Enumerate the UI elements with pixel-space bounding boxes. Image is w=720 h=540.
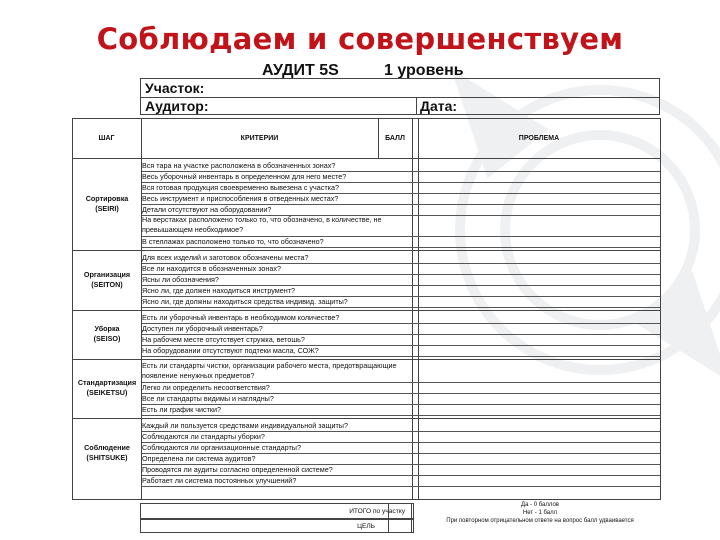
criterion-text: На оборудовании отсутствуют подтеки масла, СОЖ? (142, 345, 412, 357)
problem-cell[interactable] (418, 345, 660, 346)
goal-row (140, 519, 412, 533)
criterion-text: Ясно ли, где должны находиться средства индивид. защиты? (142, 296, 412, 308)
criterion-text: Легко ли определить несоответствия? (142, 382, 412, 394)
problem-cell[interactable] (418, 404, 660, 405)
group-name: Организация (SEITON) (83, 269, 131, 289)
criterion-text: Для всех изделий и заготовок обозначены места? (142, 252, 412, 264)
criterion-text: Ясно ли, где должен находиться инструмент? (142, 285, 412, 297)
problem-cell[interactable] (418, 236, 660, 237)
criterion-text: Вся тара на участке расположена в обозначенных зонах? (142, 160, 412, 172)
problem-cell[interactable] (418, 307, 660, 308)
criterion-text: На рабочем месте отсутствует стружка, ветошь? (142, 334, 412, 346)
problem-cell[interactable] (418, 323, 660, 324)
criterion-text: Определена ли система аудитов? (142, 453, 412, 465)
header-fields-box (140, 78, 660, 115)
problem-cell[interactable] (418, 475, 660, 476)
problem-cell[interactable] (418, 442, 660, 443)
problem-cell[interactable] (418, 334, 660, 335)
group-separator (73, 310, 660, 311)
problem-cell[interactable] (418, 453, 660, 454)
criterion-text: Есть ли уборочный инвентарь в необходимом количестве? (142, 312, 412, 324)
header-divider (416, 97, 417, 115)
problem-cell[interactable] (418, 486, 660, 487)
problem-cell[interactable] (418, 274, 660, 275)
problem-cell[interactable] (418, 431, 660, 432)
auditor-label: Аудитор: (145, 98, 209, 114)
problem-cell[interactable] (418, 171, 660, 172)
criterion-text: Каждый ли пользуется средствами индивидуальной защиты? (142, 420, 412, 432)
criterion-text: Весь инструмент и приспособления в отведенных местах? (142, 193, 412, 205)
criterion-text: На верстаках расположено только то, что обозначено, в количестве, не превышающем необходимое? (142, 215, 412, 237)
audit-level: 1 уровень (384, 62, 464, 79)
problem-cell[interactable] (418, 247, 660, 248)
group-separator (73, 250, 660, 251)
page-title: Соблюдаем и совершенствуем (96, 22, 624, 56)
problem-cell[interactable] (418, 296, 660, 297)
goal-score-cell[interactable] (388, 519, 414, 533)
table-header-separator (72, 158, 661, 159)
criterion-text: Работает ли система постоянных улучшений? (142, 475, 412, 487)
criterion-text: В стеллажах расположено только то, что обозначено? (142, 236, 412, 248)
problem-cell[interactable] (418, 393, 660, 394)
criterion-text: Проводятся ли аудиты согласно определенной системе? (142, 464, 412, 476)
scoring-notes (420, 501, 660, 525)
group-name: Соблюдение (SHITSUKE) (84, 443, 130, 462)
criterion-text: Доступен ли уборочный инвентарь? (142, 323, 412, 335)
col-head-step: ШАГ (98, 135, 115, 142)
group-name: Сортировка (SEIRI) (85, 193, 129, 213)
problem-cell[interactable] (418, 415, 660, 416)
goal-label: ЦЕЛЬ (357, 523, 375, 530)
problem-cell[interactable] (418, 356, 660, 357)
total-label: ИТОГО по участку (349, 508, 405, 515)
note-yes: Да - 0 баллов (521, 502, 559, 508)
total-row (140, 503, 412, 519)
problem-cell[interactable] (418, 204, 660, 205)
problem-cell[interactable] (418, 285, 660, 286)
note-no: Нет - 1 балл (522, 510, 558, 516)
criterion-text: Все ли находится в обозначенных зонах? (142, 263, 412, 275)
problem-cell[interactable] (418, 193, 660, 194)
date-label: Дата: (420, 98, 458, 114)
site-label: Участок: (145, 80, 205, 96)
group-name: Стандартизация (SEIKETSU) (77, 378, 137, 397)
col-head-criteria: КРИТЕРИИ (240, 135, 279, 142)
problem-cell[interactable] (418, 464, 660, 465)
criterion-text: Есть ли стандарты чистки, организации рабочего места, предотвращающие появление ненужных предметов? (142, 361, 412, 383)
auditor-row (141, 97, 659, 115)
criterion-text: Ясны ли обозначения? (142, 274, 412, 286)
criterion-text: Вся готовая продукция своевременно вывезена с участка? (142, 182, 412, 194)
group-separator (73, 359, 660, 360)
group-name: Уборка (SEISO) (93, 324, 121, 343)
problem-cell[interactable] (418, 382, 660, 383)
criterion-text: Все ли стандарты видимы и наглядны? (142, 393, 412, 405)
criterion-text: Соблюдаются ли стандарты уборки? (142, 431, 412, 443)
criterion-text: Есть ли график чистки? (142, 404, 412, 416)
site-row (141, 79, 659, 98)
criterion-text: Весь уборочный инвентарь в определенном для него месте? (142, 171, 412, 183)
problem-cell[interactable] (418, 263, 660, 264)
group-separator (73, 418, 660, 419)
criterion-text: Детали отсутствуют на оборудовании? (142, 204, 412, 216)
problem-cell[interactable] (418, 215, 660, 216)
problem-cell[interactable] (418, 182, 660, 183)
audit-title: АУДИТ 5S (262, 62, 339, 79)
note-rule: При повторном отрицательном ответе на вопрос балл удваивается (446, 518, 634, 524)
criterion-text: Соблюдаются ли организационные стандарты? (142, 442, 412, 454)
col-head-score: БАЛЛ (385, 135, 405, 142)
col-head-problem: ПРОБЛЕМА (518, 135, 560, 142)
total-score-cell[interactable] (388, 503, 414, 519)
